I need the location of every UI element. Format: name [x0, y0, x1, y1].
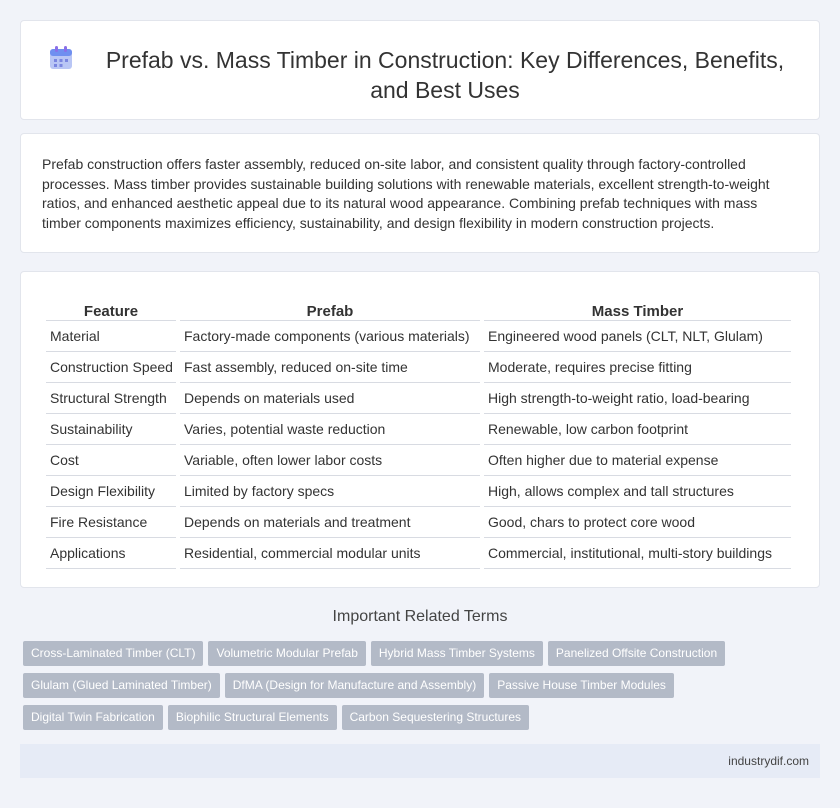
table-row [46, 538, 791, 569]
table-cell: High, allows complex and tall structures [484, 476, 791, 507]
comparison-table [42, 294, 795, 569]
table-row [46, 476, 791, 507]
related-terms-title: Important Related Terms [332, 608, 508, 625]
related-terms-tags [23, 641, 823, 737]
table-cell: Depends on materials and treatment [180, 507, 480, 538]
table-row [46, 507, 791, 538]
table-cell: Design Flexibility [46, 476, 176, 507]
table-cell: Construction Speed [46, 352, 176, 383]
table-cell: High strength-to-weight ratio, load-bearing [484, 383, 791, 414]
related-term-tag[interactable]: Carbon Sequestering Structures [342, 705, 529, 730]
table-cell: Often higher due to material expense [484, 445, 791, 476]
table-cell: Good, chars to protect core wood [484, 507, 791, 538]
table-cell: Cost [46, 445, 176, 476]
related-term-tag[interactable]: Hybrid Mass Timber Systems [371, 641, 543, 666]
related-term-tag[interactable]: Cross-Laminated Timber (CLT) [23, 641, 203, 666]
table-cell: Limited by factory specs [180, 476, 480, 507]
tag-row [23, 673, 823, 705]
page-title: Prefab vs. Mass Timber in Construction: Key Differences, Benefits, and Best Uses [105, 47, 785, 103]
intro-card [20, 133, 820, 253]
calendar-icon [48, 45, 74, 71]
table-cell: Engineered wood panels (CLT, NLT, Glulam) [484, 321, 791, 352]
table-cell: Residential, commercial modular units [180, 538, 480, 569]
intro-paragraph: Prefab construction offers faster assembly, reduced on-site labor, and consistent quality through factory-controlled processes. Mass timber provides sustainable building solutions with renewable materials, excellent strength-to-weight ratios, and enhanced aesthetic appeal due to its natural wood appearance. Combining prefab techniques with mass timber components maximizes efficiency, sustainability, and design flexibility in modern construction projects. [42, 156, 770, 231]
table-row [46, 445, 791, 476]
table-row [46, 352, 791, 383]
title-card [20, 20, 820, 120]
related-term-tag[interactable]: Digital Twin Fabrication [23, 705, 163, 730]
table-cell: Applications [46, 538, 176, 569]
table-row [46, 414, 791, 445]
table-cell: Material [46, 321, 176, 352]
comparison-table-card [20, 271, 820, 588]
table-row [46, 321, 791, 352]
tag-row [23, 705, 823, 737]
tag-row [23, 641, 823, 673]
table-cell: Moderate, requires precise fitting [484, 352, 791, 383]
table-cell: Variable, often lower labor costs [180, 445, 480, 476]
table-cell: Depends on materials used [180, 383, 480, 414]
table-cell: Sustainability [46, 414, 176, 445]
column-header-prefab: Prefab [180, 294, 480, 321]
table-row [46, 383, 791, 414]
related-term-tag[interactable]: Volumetric Modular Prefab [208, 641, 365, 666]
column-header-mass-timber: Mass Timber [484, 294, 791, 321]
footer [20, 744, 820, 778]
related-term-tag[interactable]: Passive House Timber Modules [489, 673, 674, 698]
table-cell: Structural Strength [46, 383, 176, 414]
related-term-tag[interactable]: Glulam (Glued Laminated Timber) [23, 673, 220, 698]
table-cell: Fire Resistance [46, 507, 176, 538]
table-cell: Varies, potential waste reduction [180, 414, 480, 445]
table-cell: Factory-made components (various materials) [180, 321, 480, 352]
related-term-tag[interactable]: Panelized Offsite Construction [548, 641, 725, 666]
table-cell: Renewable, low carbon footprint [484, 414, 791, 445]
related-term-tag[interactable]: Biophilic Structural Elements [168, 705, 337, 730]
table-header-row [46, 294, 791, 321]
table-cell: Commercial, institutional, multi-story buildings [484, 538, 791, 569]
column-header-feature: Feature [46, 294, 176, 321]
related-term-tag[interactable]: DfMA (Design for Manufacture and Assembly) [225, 673, 484, 698]
table-cell: Fast assembly, reduced on-site time [180, 352, 480, 383]
source-link[interactable]: industrydif.com [728, 754, 809, 768]
